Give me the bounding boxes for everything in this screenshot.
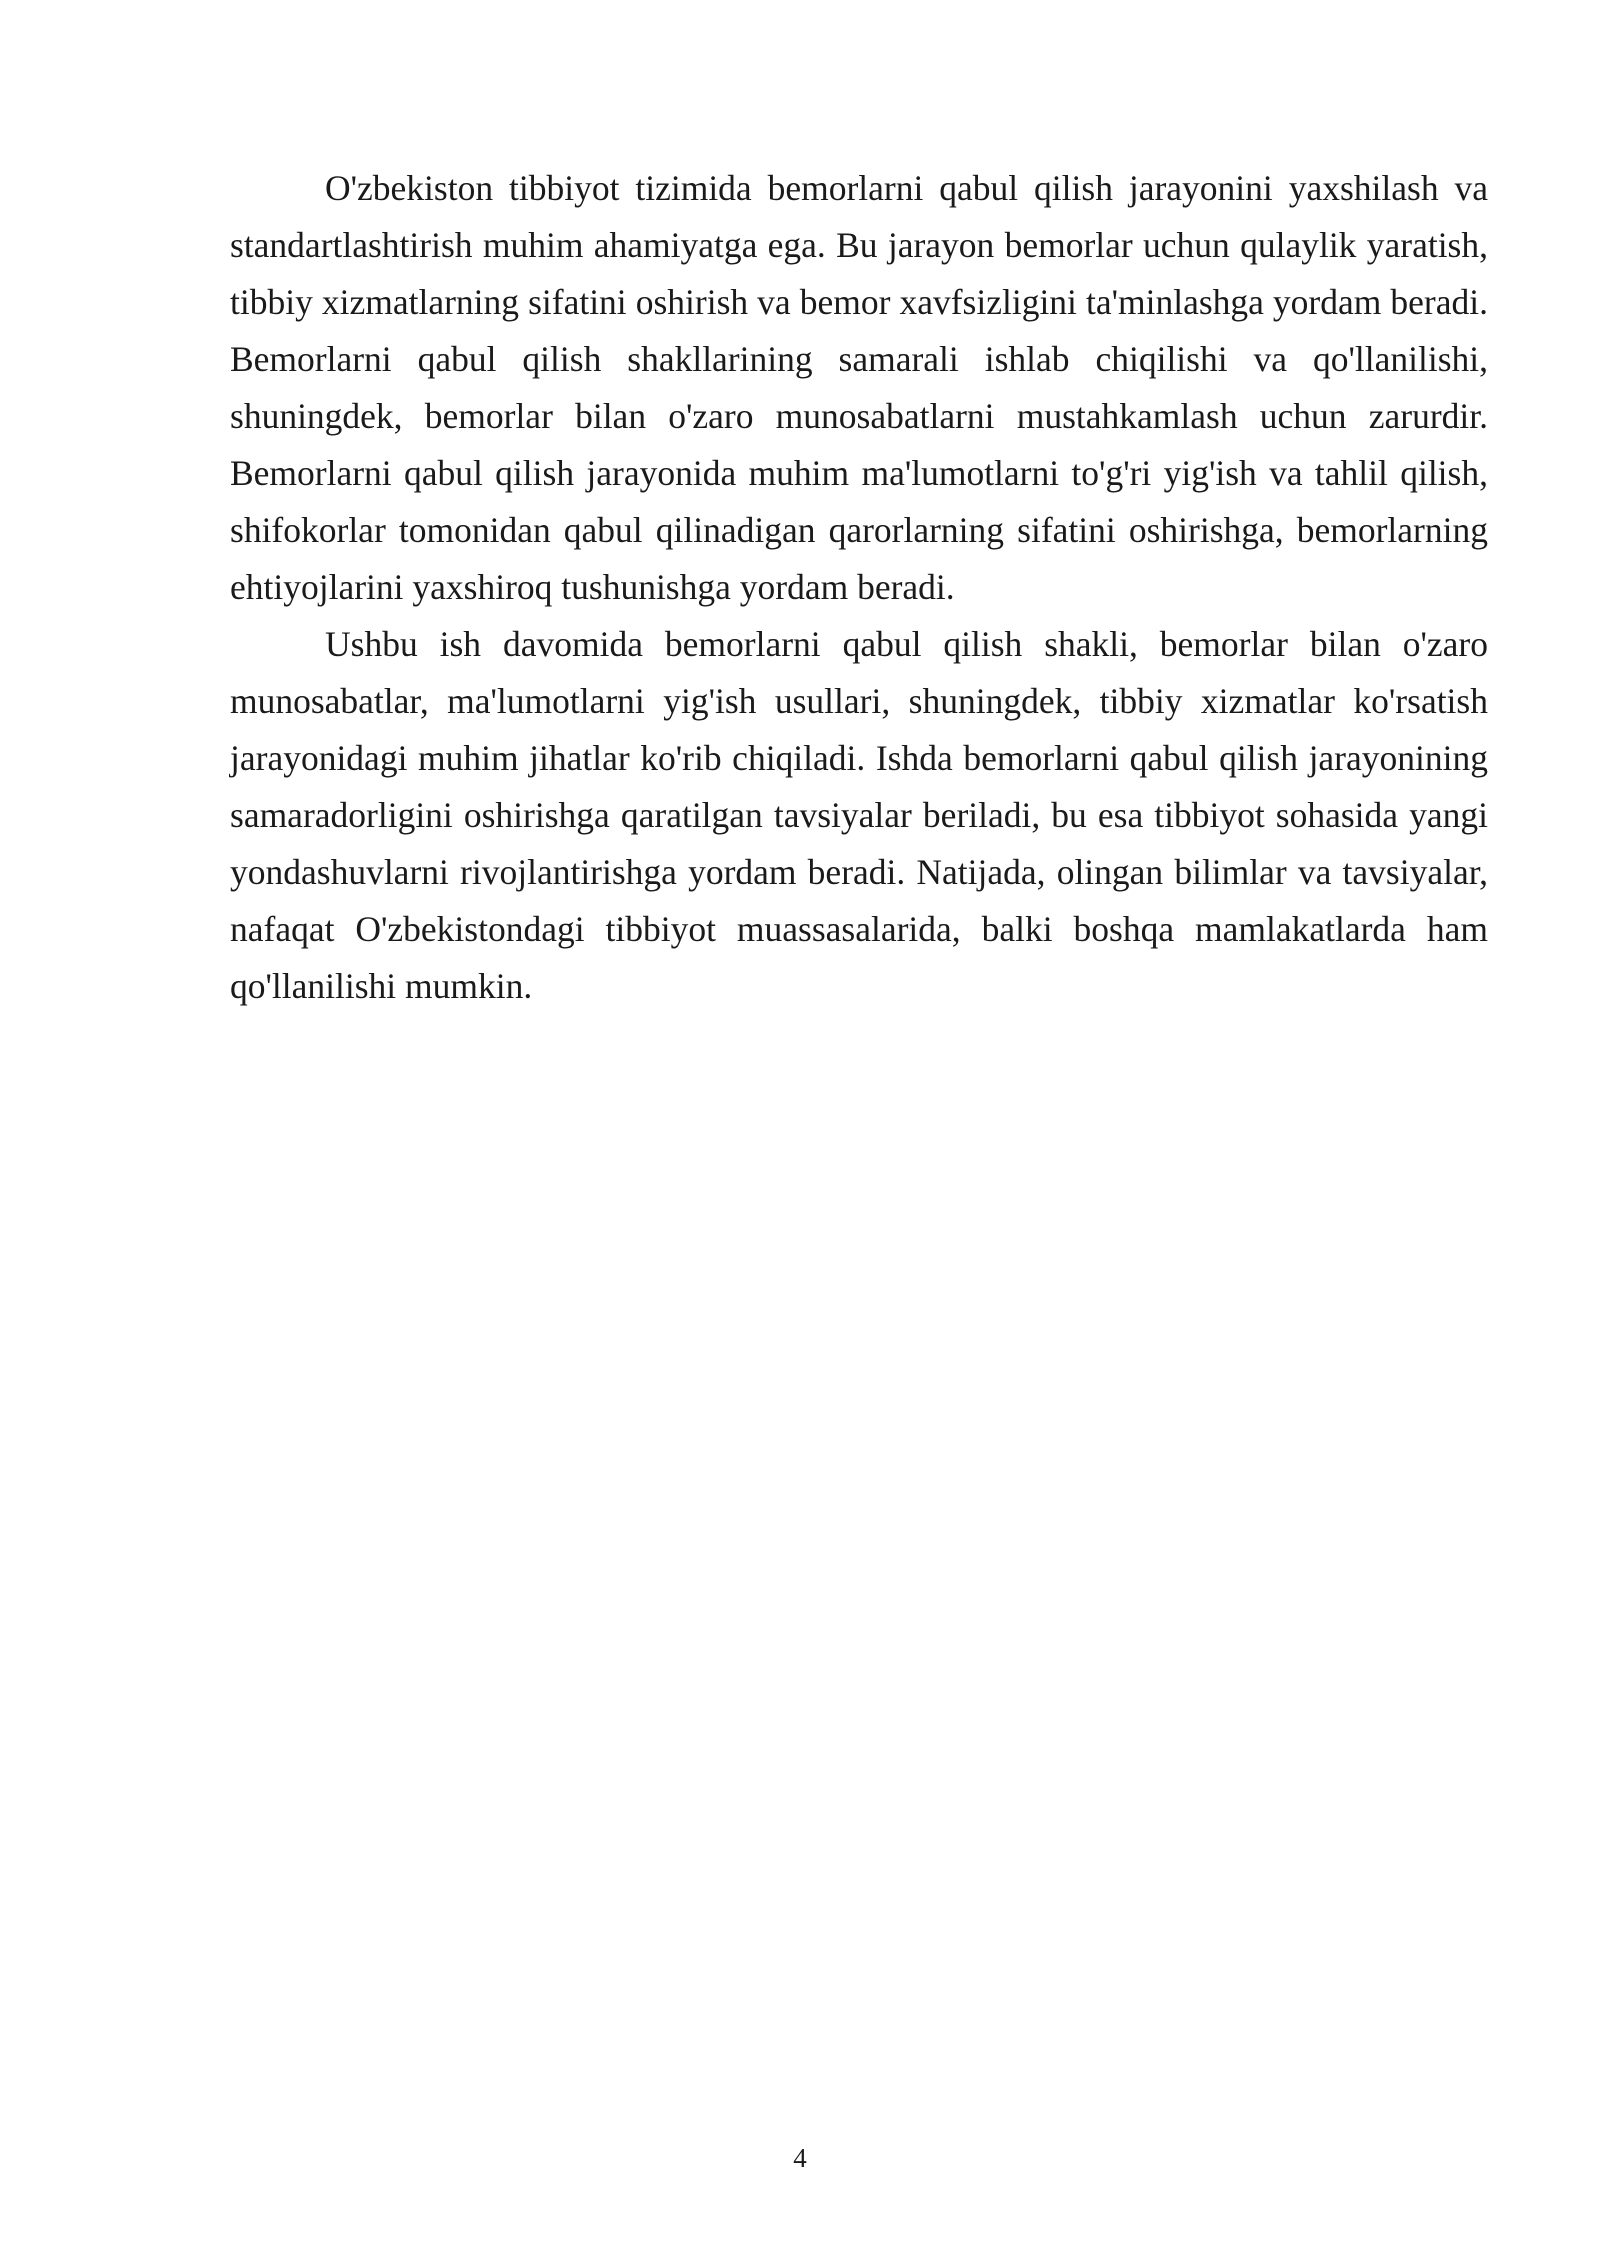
paragraph-1: O'zbekiston tibbiyot tizimida bemorlarni qabul qilish jarayonini yaxshilash va standartlashtirish muhim ahamiyatga ega. Bu jarayon bemorlar uchun qulaylik yaratish, tibbiy xizmatlarning sifatini oshirish va bemor xavfsizligini ta'minlashga yordam beradi. Bemorlarni qabul qilish shakllarining samarali ishlab chiqilishi va qo'llanilishi, shuningdek, bemorlar bilan o'zaro munosabatlarni mustahkamlash uchun zarurdir. Bemorlarni qabul qilish jarayonida muhim ma'lumotlarni to'g'ri yig'ish va tahlil qilish, shifokorlar tomonidan qabul qilinadigan qarorlarning sifatini oshirishga, bemorlarning ehtiyojlarini yaxshiroq tushunishga yordam beradi. xyxy=(230,168,1488,607)
page-number: 4 xyxy=(793,2143,807,2173)
body-text xyxy=(230,160,1488,1015)
paragraph-2: Ushbu ish davomida bemorlarni qabul qilish shakli, bemorlar bilan o'zaro munosabatlar, ma'lumotlarni yig'ish usullari, shuningdek, tibbiy xizmatlar ko'rsatish jarayonidagi muhim jihatlar ko'rib chiqiladi. Ishda bemorlarni qabul qilish jarayonining samaradorligini oshirishga qaratilgan tavsiyalar beriladi, bu esa tibbiyot sohasida yangi yondashuvlarni rivojlantirishga yordam beradi. Natijada, olingan bilimlar va tavsiyalar, nafaqat O'zbekistondagi tibbiyot muassasalarida, balki boshqa mamlakatlarda ham qo'llanilishi mumkin. xyxy=(230,624,1488,1006)
